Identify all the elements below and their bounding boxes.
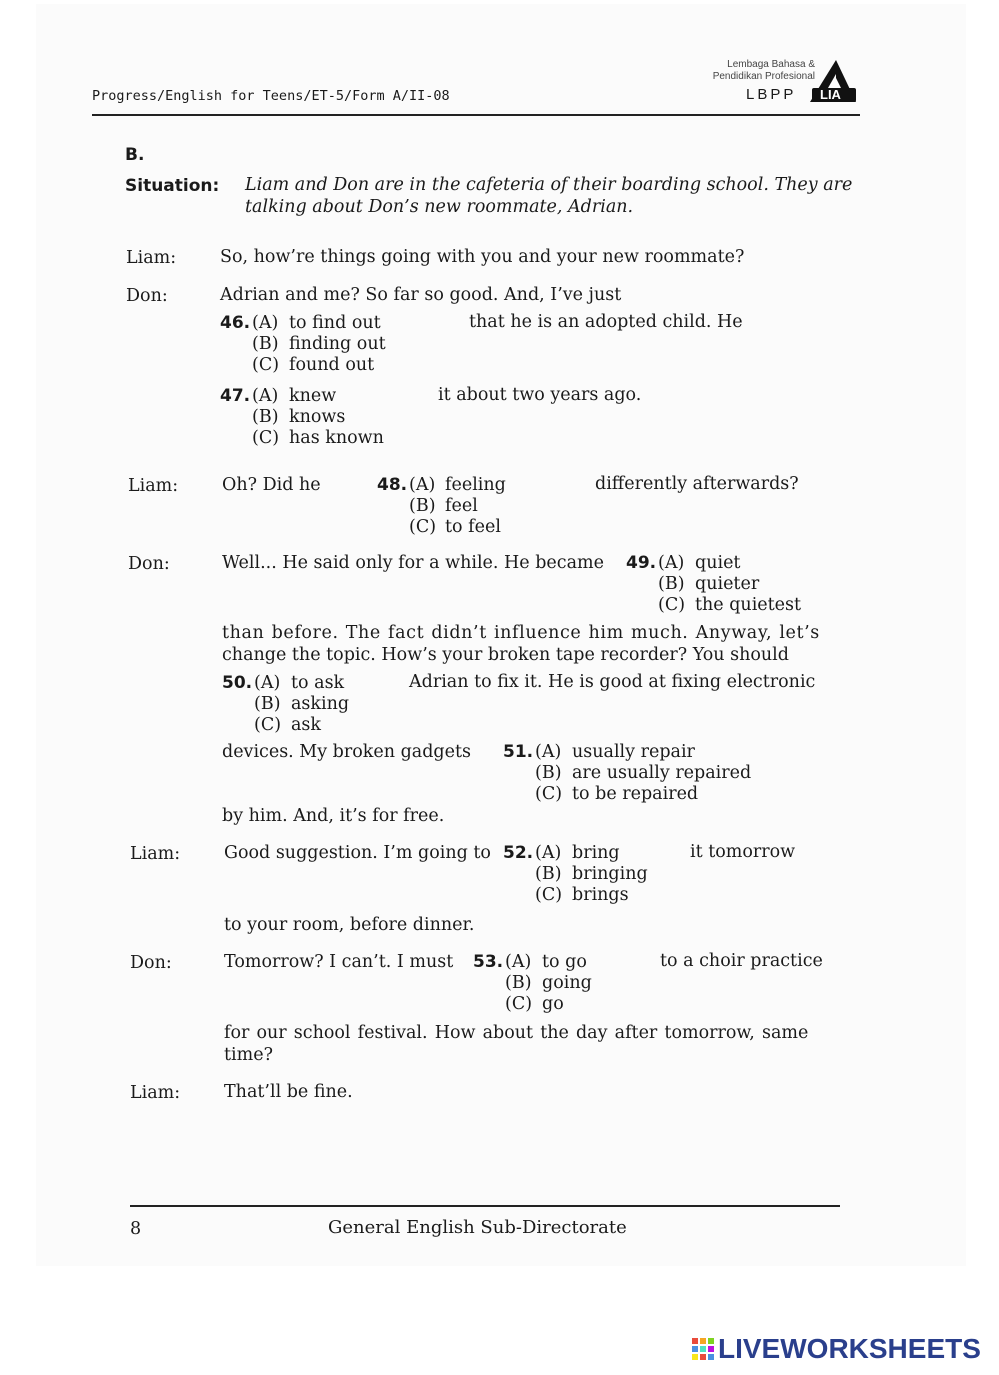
dialogue-line: change the topic. How’s your broken tape recorder? You should (222, 645, 789, 665)
footer-rule (130, 1205, 840, 1207)
q48-option-a[interactable]: feeling (445, 475, 506, 495)
dialogue-line: That’ll be fine. (224, 1082, 353, 1102)
header-rule (92, 114, 860, 116)
q48-option-c[interactable]: to feel (445, 517, 501, 537)
q49-option-a[interactable]: quiet (695, 553, 741, 573)
page-number: 8 (130, 1219, 142, 1239)
question-53-number: 53. (473, 952, 504, 972)
speaker-liam: Liam: (126, 248, 177, 268)
speaker-liam: Liam: (130, 844, 181, 864)
dialogue-line: Tomorrow? I can’t. I must (224, 952, 454, 972)
q49-option-c[interactable]: the quietest (695, 595, 802, 615)
lia-logo (806, 58, 858, 104)
dialogue-line: Adrian and me? So far so good. And, I’ve just (220, 285, 622, 305)
q49-option-c-letter: (C) (658, 595, 686, 615)
section-label: B. (125, 145, 145, 165)
situation-line2: talking about Don’s new roommate, Adrian. (245, 197, 634, 217)
speaker-don: Don: (126, 286, 168, 306)
q47-option-a-letter: (A) (252, 386, 279, 406)
dialogue-line: Well... He said only for a while. He became (222, 553, 604, 573)
dialogue-line: Oh? Did he (222, 475, 321, 495)
question-48-number: 48. (377, 475, 408, 495)
q49-option-b[interactable]: quieter (695, 574, 760, 594)
q50-option-b[interactable]: asking (291, 694, 350, 714)
q51-option-c-letter: (C) (535, 784, 563, 804)
q52-option-c[interactable]: brings (572, 885, 629, 905)
question-47-number: 47. (220, 386, 251, 406)
q52-option-b-letter: (B) (535, 864, 562, 884)
q50-option-b-letter: (B) (254, 694, 281, 714)
form-code: Progress/English for Teens/ET-5/Form A/II-08 (92, 88, 450, 104)
q49-option-a-letter: (A) (658, 553, 685, 573)
q52-option-c-letter: (C) (535, 885, 563, 905)
q52-option-a[interactable]: bring (572, 843, 620, 863)
dialogue-line: So, how’re things going with you and your new roommate? (220, 247, 745, 267)
footer-department: General English Sub-Directorate (328, 1217, 627, 1238)
q50-option-a-letter: (A) (254, 673, 281, 693)
dialogue-line: Good suggestion. I’m going to (224, 843, 491, 863)
q53-option-b[interactable]: going (542, 973, 592, 993)
dialogue-line: for our school festival. How about the day after tomorrow, same (224, 1023, 809, 1043)
dialogue-line: to your room, before dinner. (224, 915, 475, 935)
speaker-don: Don: (130, 953, 172, 973)
q47-option-b[interactable]: knows (289, 407, 346, 427)
dialogue-line: differently afterwards? (595, 474, 799, 494)
institution-line1: Lembaga Bahasa & (727, 59, 815, 70)
q46-option-b-letter: (B) (252, 334, 279, 354)
dialogue-line: it about two years ago. (438, 385, 642, 405)
q46-option-a[interactable]: to find out (289, 313, 381, 333)
speaker-don: Don: (128, 554, 170, 574)
q47-option-c[interactable]: has known (289, 428, 384, 448)
dialogue-line: that he is an adopted child. He (469, 312, 743, 332)
question-46-number: 46. (220, 313, 251, 333)
q51-option-b-letter: (B) (535, 763, 562, 783)
q46-option-c-letter: (C) (252, 355, 280, 375)
q52-option-b[interactable]: bringing (572, 864, 648, 884)
dialogue-line: devices. My broken gadgets (222, 742, 471, 762)
situation-label: Situation: (125, 176, 220, 196)
q51-option-c[interactable]: to be repaired (572, 784, 699, 804)
q53-option-a[interactable]: to go (542, 952, 587, 972)
q53-option-b-letter: (B) (505, 973, 532, 993)
q48-option-b-letter: (B) (409, 496, 436, 516)
q46-option-c[interactable]: found out (289, 355, 375, 375)
q51-option-a-letter: (A) (535, 742, 562, 762)
q53-option-a-letter: (A) (505, 952, 532, 972)
q49-option-b-letter: (B) (658, 574, 685, 594)
q48-option-c-letter: (C) (409, 517, 437, 537)
dialogue-line: time? (224, 1045, 273, 1065)
speaker-liam: Liam: (128, 476, 179, 496)
dialogue-line: to a choir practice (660, 951, 823, 971)
situation-line1: Liam and Don are in the cafeteria of their boarding school. They are (245, 175, 853, 195)
q46-option-b[interactable]: finding out (289, 334, 386, 354)
dialogue-line: by him. And, it’s for free. (222, 806, 445, 826)
institution-line2: Pendidikan Profesional (712, 71, 815, 82)
q51-option-b[interactable]: are usually repaired (572, 763, 752, 783)
q50-option-c-letter: (C) (254, 715, 282, 735)
q47-option-b-letter: (B) (252, 407, 279, 427)
logo-text: LIA (820, 87, 841, 102)
question-52-number: 52. (503, 843, 534, 863)
q47-option-c-letter: (C) (252, 428, 280, 448)
dialogue-line: Adrian to fix it. He is good at fixing electronic (409, 672, 816, 692)
q46-option-a-letter: (A) (252, 313, 279, 333)
question-49-number: 49. (626, 553, 657, 573)
question-51-number: 51. (503, 742, 534, 762)
q48-option-a-letter: (A) (409, 475, 436, 495)
q53-option-c[interactable]: go (542, 994, 564, 1014)
liveworksheets-brand: LIVEWORKSHEETS (718, 1333, 981, 1364)
question-50-number: 50. (222, 673, 253, 693)
q52-option-a-letter: (A) (535, 843, 562, 863)
liveworksheets-icon (692, 1338, 714, 1360)
q50-option-a[interactable]: to ask (291, 673, 345, 693)
q50-option-c[interactable]: ask (291, 715, 322, 735)
q53-option-c-letter: (C) (505, 994, 533, 1014)
q51-option-a[interactable]: usually repair (572, 742, 695, 762)
q48-option-b[interactable]: feel (445, 496, 478, 516)
dialogue-line: than before. The fact didn’t influence him much. Anyway, let’s (222, 623, 820, 643)
dialogue-line: it tomorrow (690, 842, 796, 862)
institution-abbr: LBPP (746, 86, 797, 103)
speaker-liam: Liam: (130, 1083, 181, 1103)
q47-option-a[interactable]: knew (289, 386, 337, 406)
